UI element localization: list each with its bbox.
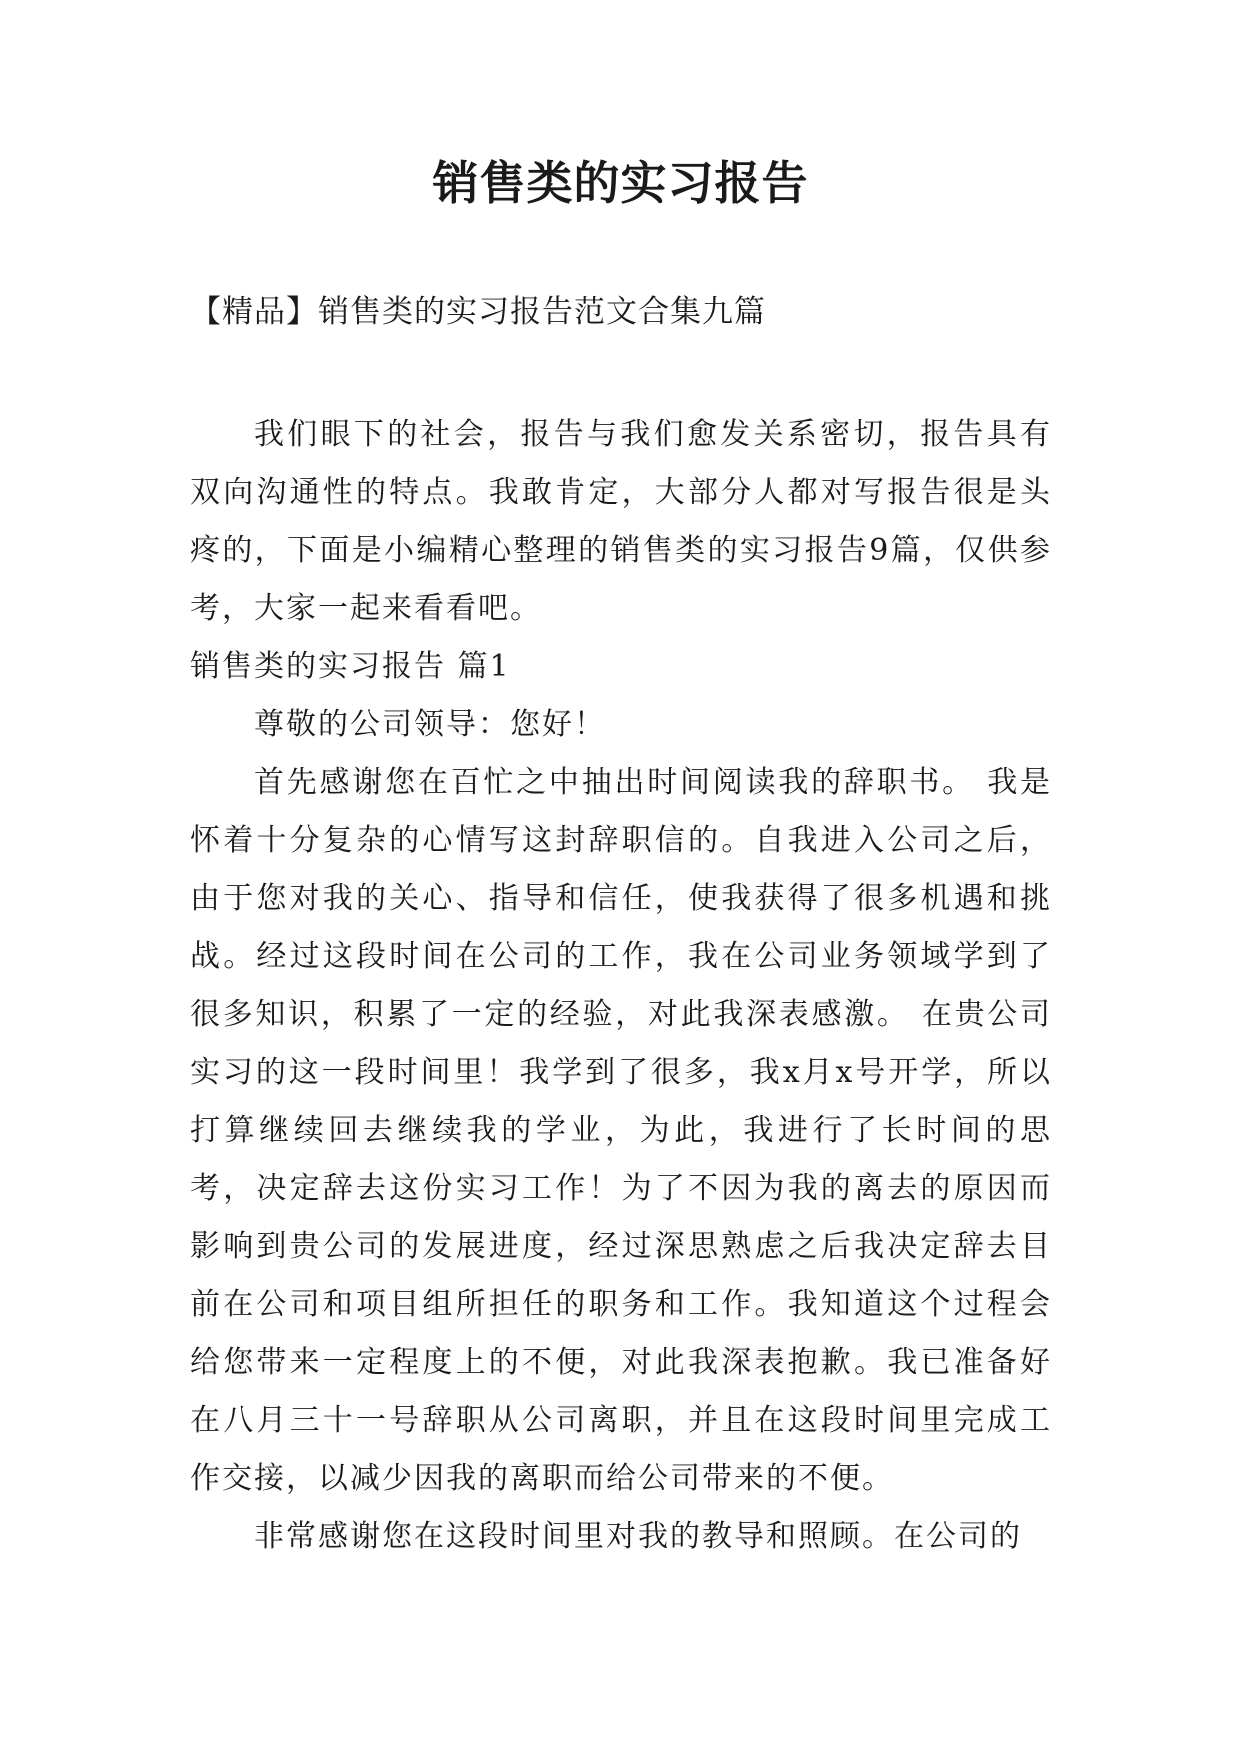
section-heading: 销售类的实习报告 篇1 bbox=[190, 649, 511, 684]
body-paragraph-continued: 非常感谢您在这段时间里对我的教导和照顾。在公司的 bbox=[254, 1519, 1022, 1554]
salutation: 尊敬的公司领导：您好！ bbox=[254, 707, 606, 742]
document-body bbox=[190, 406, 1052, 1566]
body-paragraph: 首先感谢您在百忙之中抽出时间阅读我的辞职书。 我是怀着十分复杂的心情写这封辞职信的。自我进入公司之后，由于您对我的关心、指导和信任，使我获得了很多机遇和挑战。经过这段时间在公司的工作，我在公司业务领域学到了很多知识，积累了一定的经验，对此我深表感激。 在贵公司实习的这一段时间里！我学到了很多，我x月x号开学，所以打算继续回去继续我的学业，为此，我进行了长时间的思考，决定辞去这份实习工作！为了不因为我的离去的原因而影响到贵公司的发展进度，经过深思熟虑之后我决定辞去目前在公司和项目组所担任的职务和工作。我知道这个过程会给您带来一定程度上的不便，对此我深表抱歉。我已准备好在八月三十一号辞职从公司离职，并且在这段时间里完成工作交接，以减少因我的离职而给公司带来的不便。 bbox=[190, 765, 1052, 1496]
intro-paragraph: 我们眼下的社会，报告与我们愈发关系密切，报告具有双向沟通性的特点。我敢肯定，大部分人都对写报告很是头疼的，下面是小编精心整理的销售类的实习报告9篇，仅供参考，大家一起来看看吧。 bbox=[190, 417, 1052, 626]
document-title: 销售类的实习报告 bbox=[432, 156, 809, 210]
document-subtitle: 【精品】销售类的实习报告范文合集九篇 bbox=[190, 294, 766, 330]
